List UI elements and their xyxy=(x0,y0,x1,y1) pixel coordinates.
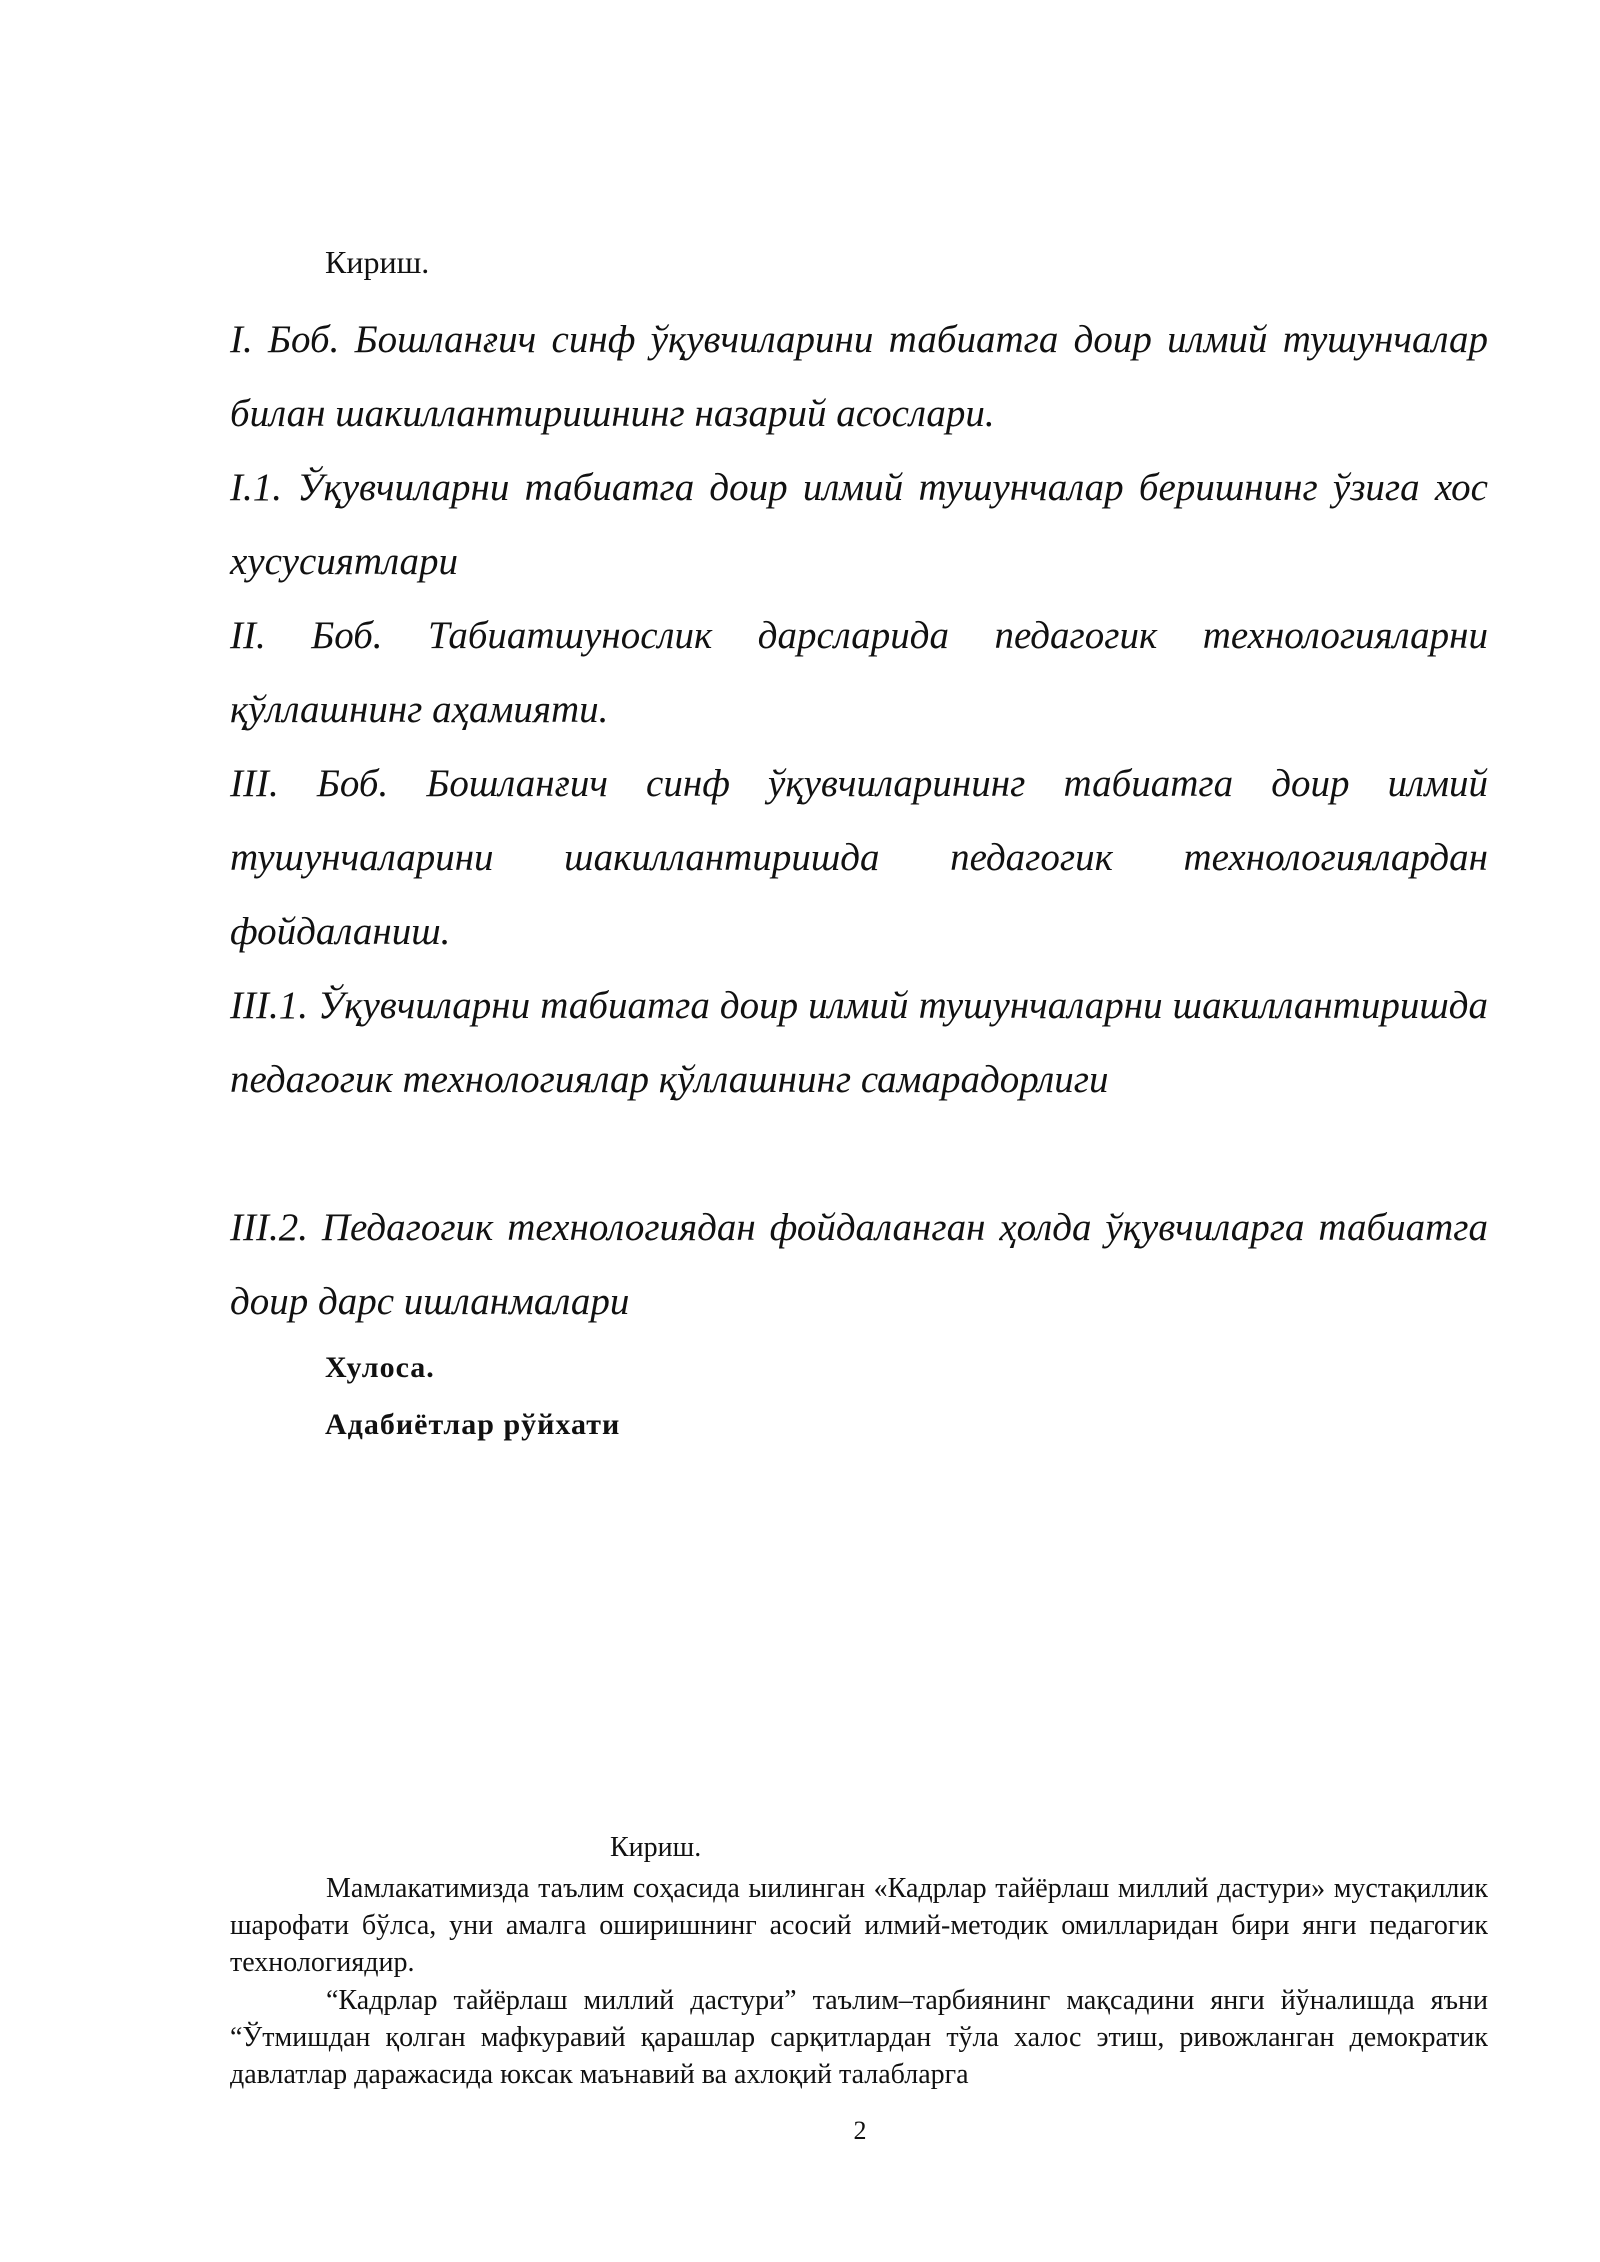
toc-section-3-1: III.1. Ўқувчиларни табиатга доир илмий тушунчаларни шакиллантиришда педагогик технологиялар қўллашнинг самарадорлиги xyxy=(230,984,1488,1101)
toc-section-3-2: III.2. Педагогик технологиядан фойдаланган ҳолда ўқувчиларга табиатга доир дарс ишланмалари xyxy=(230,1206,1488,1323)
toc-section-1-1: I.1. Ўқувчиларни табиатга доир илмий тушунчалар беришнинг ўзига хос хусусиятлари xyxy=(230,466,1488,583)
toc-references: Адабиётлар рўйхати xyxy=(325,1408,621,1441)
introduction-heading: Кириш. xyxy=(610,1832,702,1863)
toc-chapter-1: I. Боб. Бошланғич синф ўқувчиларини табиатга доир илмий тушунчалар билан шакиллантиришнинг назарий асослари. xyxy=(230,318,1488,435)
toc-conclusion: Хулоса. xyxy=(325,1351,435,1384)
introduction-paragraph-1: Мамлакатимизда таълим соҳасида ыилинган «Кадрлар тайёрлаш миллий дастури» мустақиллик шарофати бўлса, уни амалга оширишнинг асосий илмий-методик омилларидан бири янги педагогик технологиядир. xyxy=(230,1873,1488,1978)
page-number: 2 xyxy=(853,2116,867,2145)
toc-chapter-3: III. Боб. Бошланғич синф ўқувчиларининг табиатга доир илмий тушунчаларини шакиллантиришда педагогик технологиялардан фойдаланиш. xyxy=(230,762,1488,953)
toc-intro: Кириш. xyxy=(325,244,430,280)
toc-chapter-2: II. Боб. Табиатшунослик дарсларида педагогик технологияларни қўллашнинг аҳамияти. xyxy=(230,614,1488,731)
introduction-paragraph-2: “Кадрлар тайёрлаш миллий дастури” таълим–тарбиянинг мақсадини янги йўналишда яъни “Ўтмишдан қолган мафкуравий қарашлар сарқитлардан тўла халос этиш, ривожланган демократик давлатлар даражасида юксак маънавий ва ахлоқий талабларга xyxy=(230,1985,1488,2090)
